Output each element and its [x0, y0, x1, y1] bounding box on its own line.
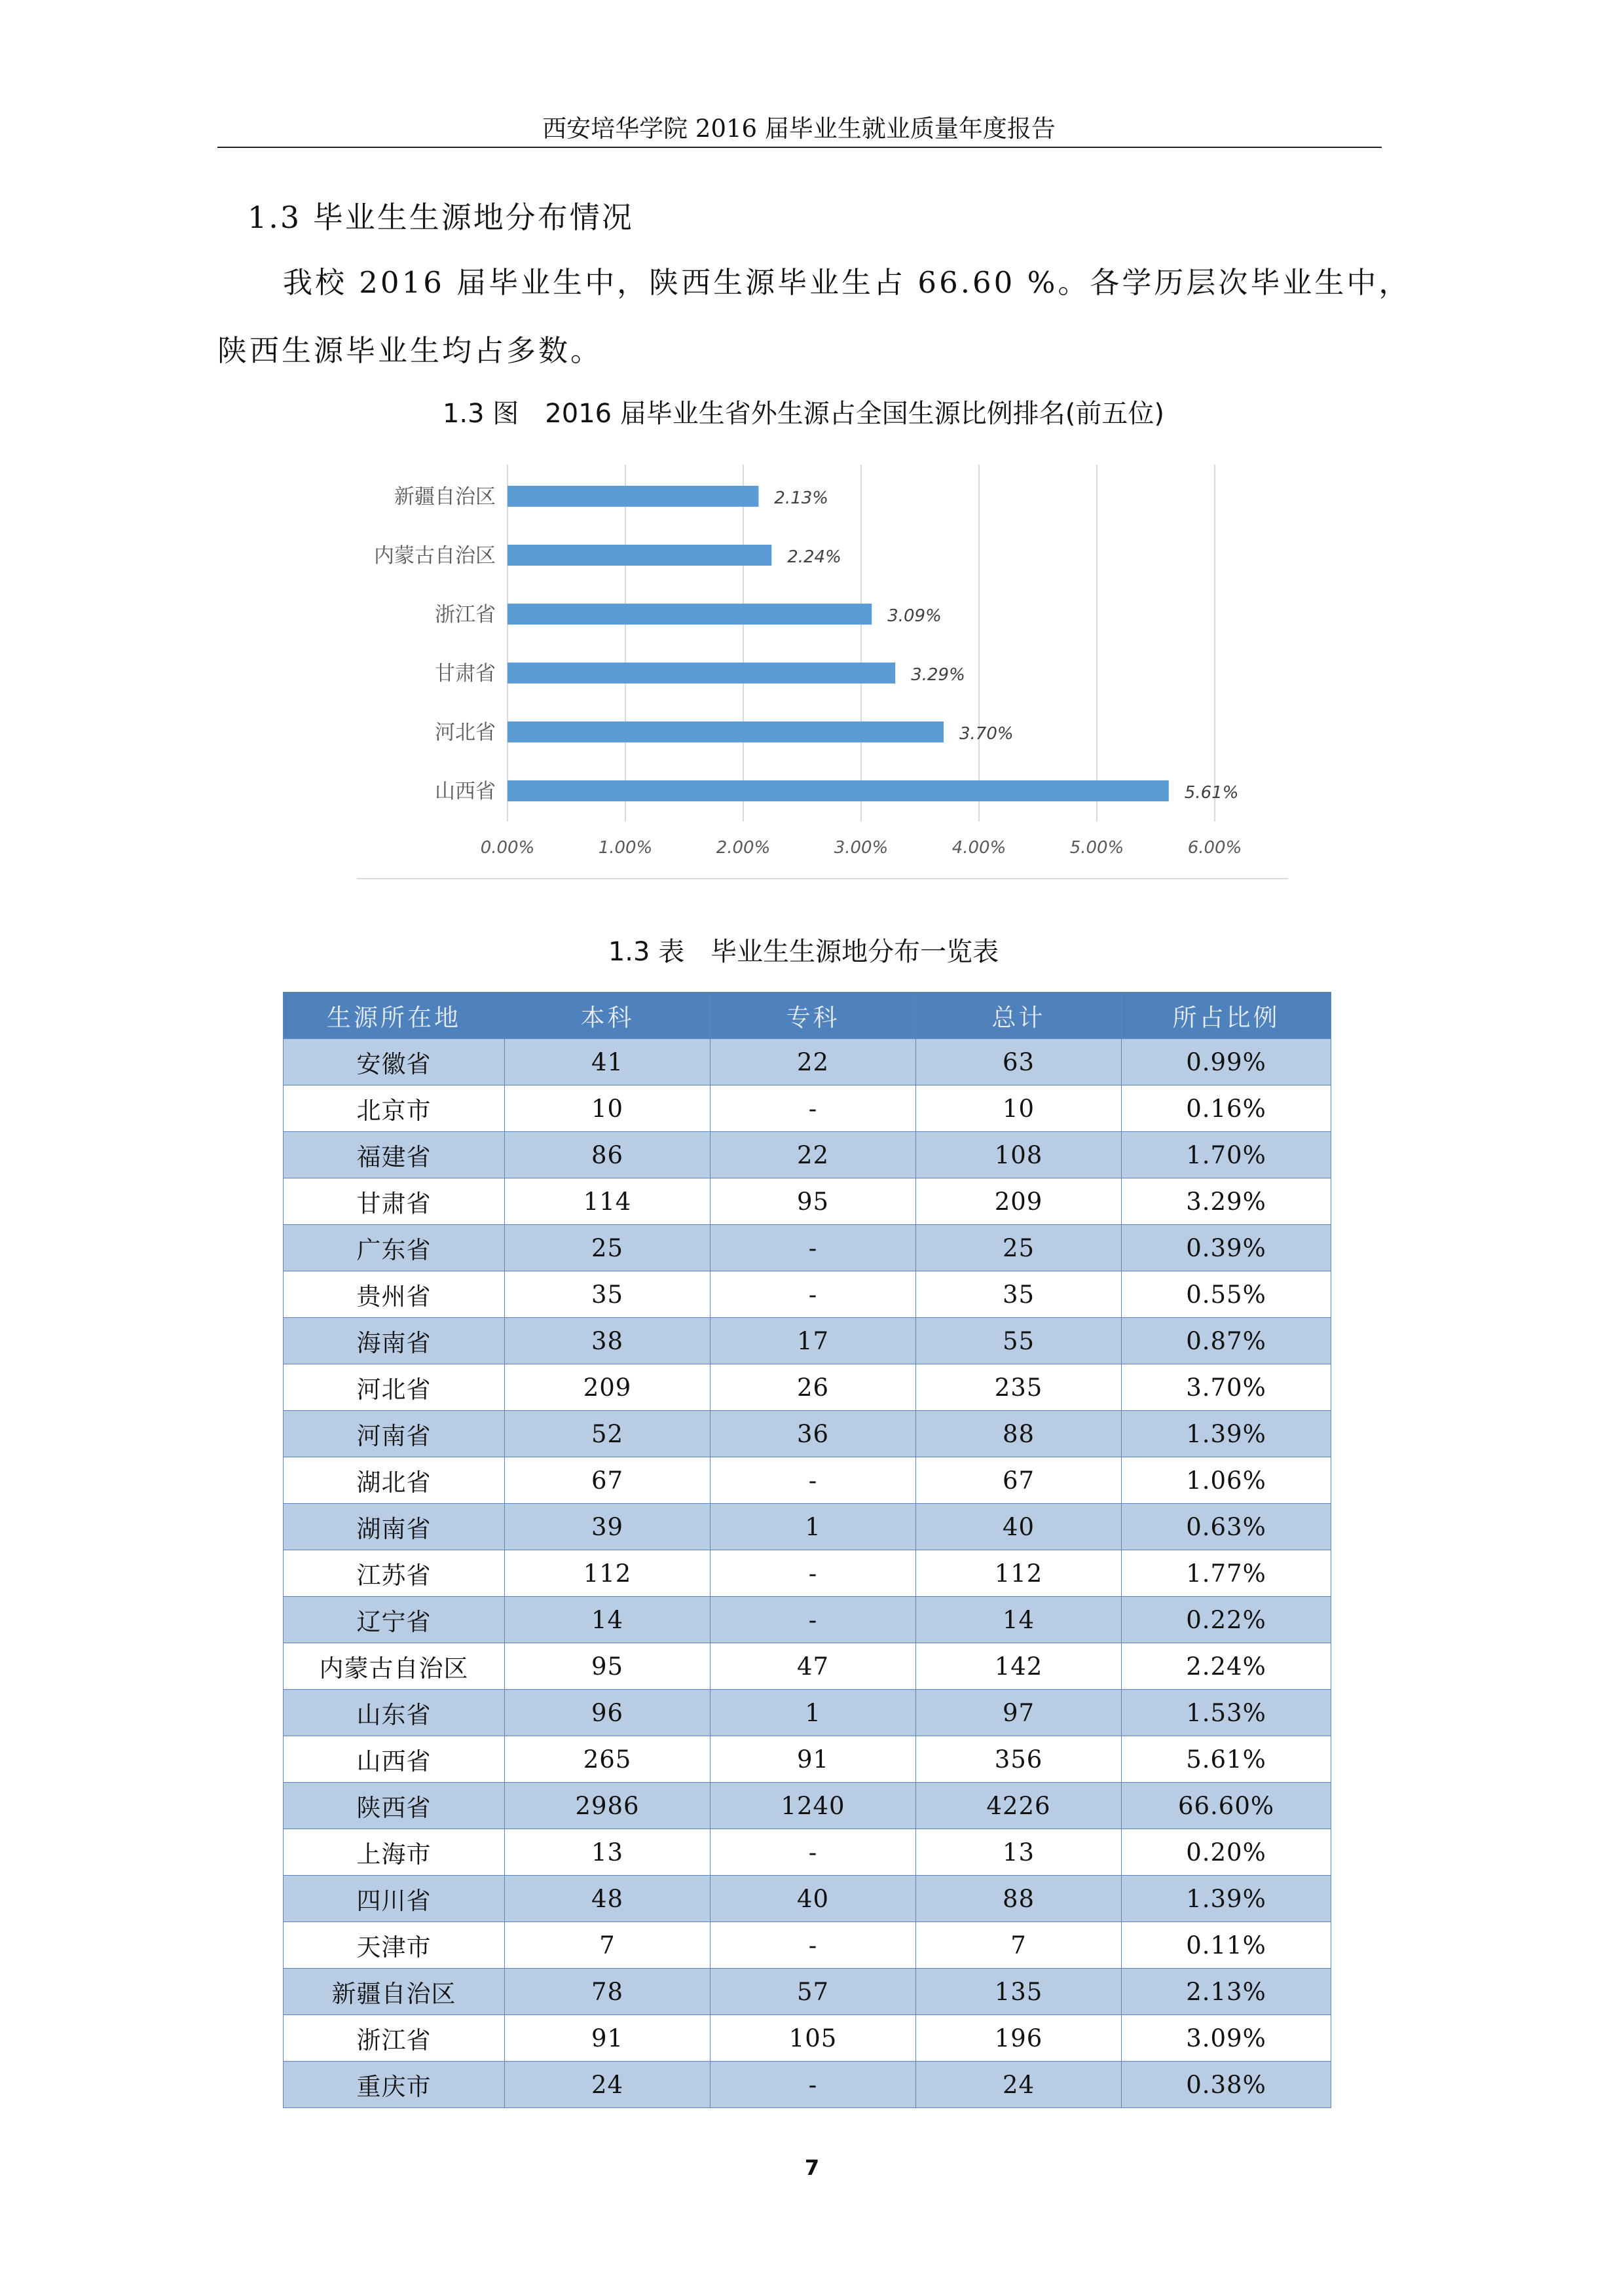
table-row — [284, 1597, 1331, 1643]
table-row — [284, 1318, 1331, 1364]
cell-origin: 湖南省 — [284, 1504, 505, 1550]
data-label: 2.24% — [787, 547, 841, 567]
table-row — [284, 1039, 1331, 1085]
cell-total: 235 — [916, 1364, 1122, 1411]
cell-origin: 福建省 — [284, 1132, 505, 1178]
table-row — [284, 1969, 1331, 2015]
cell-origin: 山东省 — [284, 1690, 505, 1736]
cell-undergraduate: 14 — [505, 1597, 710, 1643]
cell-total: 10 — [916, 1085, 1122, 1132]
cell-junior-college: - — [710, 1922, 916, 1969]
cell-undergraduate: 35 — [505, 1271, 710, 1318]
column-header-junior-college: 专科 — [710, 993, 916, 1039]
bar — [507, 604, 872, 625]
cell-origin: 贵州省 — [284, 1271, 505, 1318]
cell-total: 55 — [916, 1318, 1122, 1364]
cell-total: 35 — [916, 1271, 1122, 1318]
header-rule — [217, 147, 1382, 148]
cell-origin: 陕西省 — [284, 1783, 505, 1829]
cell-percentage: 0.99% — [1122, 1039, 1331, 1085]
cell-undergraduate: 39 — [505, 1504, 710, 1550]
cell-percentage: 1.39% — [1122, 1411, 1331, 1457]
cell-junior-college: - — [710, 1597, 916, 1643]
cell-percentage: 1.53% — [1122, 1690, 1331, 1736]
cell-junior-college: 57 — [710, 1969, 916, 2015]
cell-total: 196 — [916, 2015, 1122, 2062]
cell-undergraduate: 2986 — [505, 1783, 710, 1829]
cell-origin: 广东省 — [284, 1225, 505, 1271]
cell-total: 7 — [916, 1922, 1122, 1969]
table-row — [284, 1178, 1331, 1225]
table-row — [284, 1364, 1331, 1411]
cell-percentage: 3.09% — [1122, 2015, 1331, 2062]
cell-junior-college: - — [710, 1829, 916, 1876]
cell-origin: 河北省 — [284, 1364, 505, 1411]
x-tick-label: 0.00% — [480, 838, 535, 858]
cell-junior-college: 22 — [710, 1132, 916, 1178]
cell-total: 88 — [916, 1876, 1122, 1922]
table-row — [284, 1271, 1331, 1318]
bar — [507, 780, 1169, 801]
table-row — [284, 1457, 1331, 1504]
page-number: 7 — [804, 2155, 820, 2180]
cell-junior-college: 95 — [710, 1178, 916, 1225]
cell-percentage: 2.13% — [1122, 1969, 1331, 2015]
cell-undergraduate: 114 — [505, 1178, 710, 1225]
cell-undergraduate: 67 — [505, 1457, 710, 1504]
cell-undergraduate: 86 — [505, 1132, 710, 1178]
cell-origin: 四川省 — [284, 1876, 505, 1922]
cell-origin: 江苏省 — [284, 1550, 505, 1597]
data-label: 2.13% — [774, 488, 829, 508]
table-row — [284, 1504, 1331, 1550]
cell-percentage: 0.63% — [1122, 1504, 1331, 1550]
cell-junior-college: 17 — [710, 1318, 916, 1364]
cell-junior-college: - — [710, 1550, 916, 1597]
cell-origin: 河南省 — [284, 1411, 505, 1457]
data-label: 3.09% — [887, 606, 942, 626]
cell-total: 25 — [916, 1225, 1122, 1271]
cell-total: 14 — [916, 1597, 1122, 1643]
cell-junior-college: - — [710, 2062, 916, 2108]
table-header-row — [284, 993, 1331, 1039]
cell-origin: 山西省 — [284, 1736, 505, 1783]
cell-total: 209 — [916, 1178, 1122, 1225]
figure-caption: 1.3 图 2016 届毕业生省外生源占全国生源比例排名(前五位) — [442, 399, 1165, 429]
cell-undergraduate: 78 — [505, 1969, 710, 2015]
cell-undergraduate: 38 — [505, 1318, 710, 1364]
column-header-undergraduate: 本科 — [505, 993, 710, 1039]
cell-junior-college: 91 — [710, 1736, 916, 1783]
category-label: 内蒙古自治区 — [374, 544, 496, 568]
x-tick-label: 1.00% — [598, 838, 653, 858]
cell-percentage: 1.06% — [1122, 1457, 1331, 1504]
cell-undergraduate: 48 — [505, 1876, 710, 1922]
x-tick-label: 5.00% — [1069, 838, 1124, 858]
source-distribution-table — [283, 992, 1331, 2108]
cell-total: 108 — [916, 1132, 1122, 1178]
cell-origin: 辽宁省 — [284, 1597, 505, 1643]
column-header-percentage: 所占比例 — [1122, 993, 1331, 1039]
table-row — [284, 2062, 1331, 2108]
cell-junior-college: 1240 — [710, 1783, 916, 1829]
table-row — [284, 1922, 1331, 1969]
cell-junior-college: 40 — [710, 1876, 916, 1922]
chart-frame-bottom-border — [357, 878, 1288, 879]
cell-junior-college: - — [710, 1225, 916, 1271]
bar — [507, 486, 758, 507]
cell-junior-college: 105 — [710, 2015, 916, 2062]
bar — [507, 663, 895, 683]
category-label: 甘肃省 — [435, 662, 496, 685]
cell-undergraduate: 91 — [505, 2015, 710, 2062]
cell-percentage: 0.38% — [1122, 2062, 1331, 2108]
table-row — [284, 1829, 1331, 1876]
table-row — [284, 1225, 1331, 1271]
cell-total: 4226 — [916, 1783, 1122, 1829]
body-paragraph-line-2: 陕西生源毕业生均占多数。 — [217, 333, 603, 368]
cell-undergraduate: 265 — [505, 1736, 710, 1783]
x-tick-label: 6.00% — [1187, 838, 1242, 858]
cell-origin: 安徽省 — [284, 1039, 505, 1085]
page-header-title: 西安培华学院 2016 届毕业生就业质量年度报告 — [542, 115, 1056, 143]
cell-junior-college: - — [710, 1457, 916, 1504]
bar — [507, 721, 944, 742]
bar — [507, 545, 771, 566]
table-row — [284, 1783, 1331, 1829]
cell-undergraduate: 25 — [505, 1225, 710, 1271]
category-label: 浙江省 — [435, 603, 496, 627]
cell-total: 356 — [916, 1736, 1122, 1783]
category-label: 河北省 — [435, 721, 496, 744]
x-tick-label: 2.00% — [716, 838, 771, 858]
bar-chart — [341, 452, 1297, 871]
cell-undergraduate: 209 — [505, 1364, 710, 1411]
cell-total: 88 — [916, 1411, 1122, 1457]
cell-total: 112 — [916, 1550, 1122, 1597]
cell-percentage: 1.70% — [1122, 1132, 1331, 1178]
cell-origin: 天津市 — [284, 1922, 505, 1969]
cell-origin: 北京市 — [284, 1085, 505, 1132]
x-tick-label: 3.00% — [834, 838, 889, 858]
cell-junior-college: 47 — [710, 1643, 916, 1690]
cell-undergraduate: 7 — [505, 1922, 710, 1969]
cell-junior-college: - — [710, 1085, 916, 1132]
cell-origin: 新疆自治区 — [284, 1969, 505, 2015]
data-label: 3.70% — [959, 724, 1014, 744]
table-row — [284, 1876, 1331, 1922]
cell-undergraduate: 112 — [505, 1550, 710, 1597]
cell-total: 24 — [916, 2062, 1122, 2108]
section-heading: 1.3 毕业生生源地分布情况 — [248, 200, 634, 235]
cell-total: 135 — [916, 1969, 1122, 2015]
cell-origin: 湖北省 — [284, 1457, 505, 1504]
cell-percentage: 0.87% — [1122, 1318, 1331, 1364]
cell-percentage: 0.22% — [1122, 1597, 1331, 1643]
cell-total: 40 — [916, 1504, 1122, 1550]
cell-origin: 上海市 — [284, 1829, 505, 1876]
cell-origin: 浙江省 — [284, 2015, 505, 2062]
table-row — [284, 1690, 1331, 1736]
cell-total: 67 — [916, 1457, 1122, 1504]
table-row — [284, 1132, 1331, 1178]
cell-origin: 甘肃省 — [284, 1178, 505, 1225]
cell-junior-college: 26 — [710, 1364, 916, 1411]
table-row — [284, 1643, 1331, 1690]
cell-origin: 内蒙古自治区 — [284, 1643, 505, 1690]
data-label: 5.61% — [1184, 783, 1239, 803]
cell-total: 13 — [916, 1829, 1122, 1876]
cell-percentage: 2.24% — [1122, 1643, 1331, 1690]
column-header-origin: 生源所在地 — [284, 993, 505, 1039]
cell-percentage: 0.20% — [1122, 1829, 1331, 1876]
category-label: 新疆自治区 — [394, 485, 496, 509]
table-row — [284, 1550, 1331, 1597]
cell-undergraduate: 41 — [505, 1039, 710, 1085]
cell-undergraduate: 95 — [505, 1643, 710, 1690]
cell-origin: 重庆市 — [284, 2062, 505, 2108]
cell-total: 63 — [916, 1039, 1122, 1085]
table-row — [284, 1411, 1331, 1457]
cell-percentage: 1.77% — [1122, 1550, 1331, 1597]
cell-percentage: 3.70% — [1122, 1364, 1331, 1411]
cell-undergraduate: 10 — [505, 1085, 710, 1132]
cell-undergraduate: 96 — [505, 1690, 710, 1736]
cell-percentage: 0.55% — [1122, 1271, 1331, 1318]
category-label: 山西省 — [435, 780, 496, 803]
cell-junior-college: 1 — [710, 1690, 916, 1736]
cell-undergraduate: 24 — [505, 2062, 710, 2108]
column-header-total: 总计 — [916, 993, 1122, 1039]
cell-total: 97 — [916, 1690, 1122, 1736]
cell-percentage: 3.29% — [1122, 1178, 1331, 1225]
cell-percentage: 0.16% — [1122, 1085, 1331, 1132]
cell-percentage: 66.60% — [1122, 1783, 1331, 1829]
cell-origin: 海南省 — [284, 1318, 505, 1364]
cell-percentage: 0.39% — [1122, 1225, 1331, 1271]
cell-junior-college: 36 — [710, 1411, 916, 1457]
cell-undergraduate: 52 — [505, 1411, 710, 1457]
cell-junior-college: - — [710, 1271, 916, 1318]
table-row — [284, 1736, 1331, 1783]
cell-percentage: 0.11% — [1122, 1922, 1331, 1969]
table-caption: 1.3 表 毕业生生源地分布一览表 — [608, 937, 999, 967]
x-tick-label: 4.00% — [951, 838, 1006, 858]
body-paragraph-line-1: 我校 2016 届毕业生中，陕西生源毕业生占 66.60 %。各学历层次毕业生中， — [283, 265, 1411, 300]
cell-junior-college: 1 — [710, 1504, 916, 1550]
cell-junior-college: 22 — [710, 1039, 916, 1085]
cell-percentage: 1.39% — [1122, 1876, 1331, 1922]
cell-undergraduate: 13 — [505, 1829, 710, 1876]
data-label: 3.29% — [911, 665, 965, 685]
table-row — [284, 1085, 1331, 1132]
cell-percentage: 5.61% — [1122, 1736, 1331, 1783]
table-row — [284, 2015, 1331, 2062]
cell-total: 142 — [916, 1643, 1122, 1690]
